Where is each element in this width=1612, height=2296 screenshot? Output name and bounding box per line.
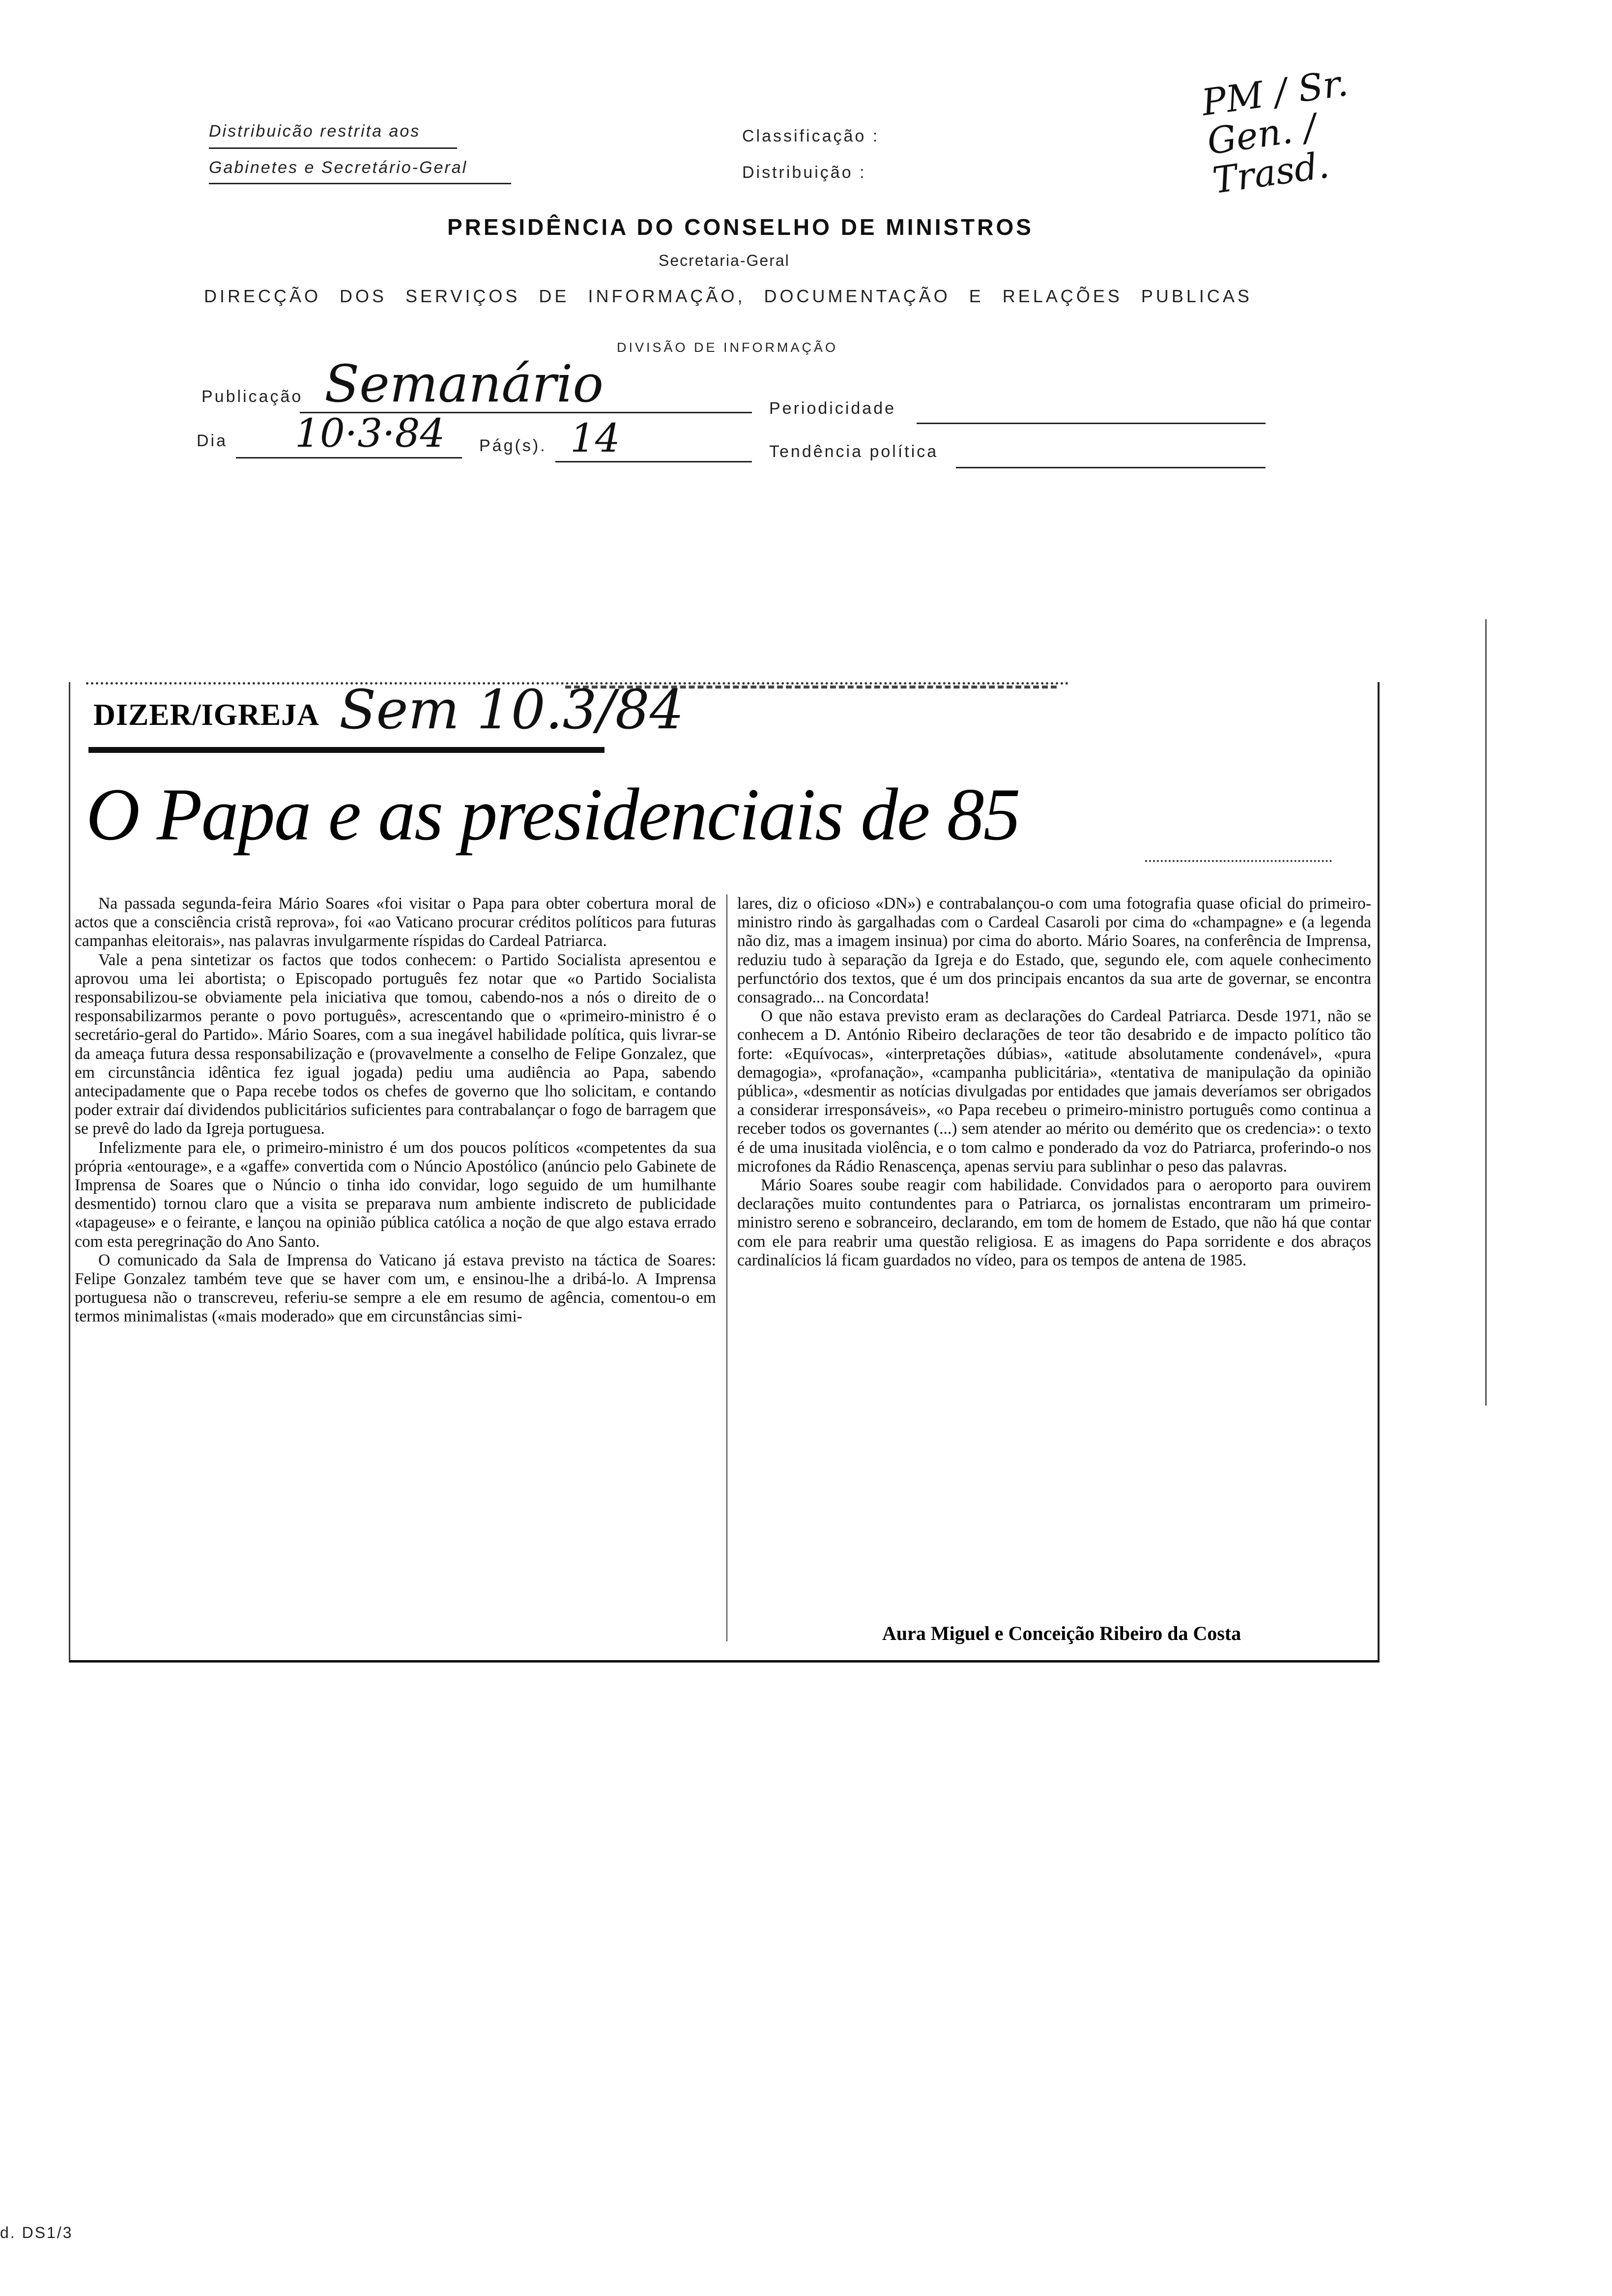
- pags-line: [555, 461, 752, 462]
- tendencia-label: Tendência política: [769, 442, 939, 461]
- distribuicao-label: Distribuição :: [742, 163, 866, 182]
- paragraph: Infelizmente para ele, o primeiro-ministro é um dos poucos políticos «competentes da sua própria «entourage», e a «gaffe» convertida com o Núncio Apostólico (anúncio pelo Gabinete de Imprensa de Soares que o Núncio o tinha ido convidar, logo seguido de um humilhante desmentido) tornou claro que a visita se preparava num ambiente indiscreto de publicidade «tapageuse» e o feirante, e lançou na opinião pública católica a noção de que algo estava errado com esta peregrinação do Ano Santo.: [75, 1138, 716, 1251]
- publicacao-label: Publicação: [202, 387, 303, 406]
- periodicidade-line: [917, 423, 1266, 424]
- divider: [209, 183, 511, 184]
- dia-value: 10·3·84: [295, 410, 445, 456]
- column-divider: [726, 894, 727, 1641]
- section-rule: [88, 747, 604, 753]
- byline: Aura Miguel e Conceição Ribeiro da Costa: [882, 1622, 1241, 1644]
- periodicidade-label: Periodicidade: [769, 399, 896, 418]
- classificacao-label: Classificação :: [742, 127, 880, 145]
- paragraph: O comunicado da Sala de Imprensa do Vaticano já estava previsto na táctica de Soares: Felipe Gonzalez também teve que se haver com um, e ensinou-lhe a dribá-lo. A Imprensa portuguesa não o transcreveu, referiu-se sempre a ele em resumo de agência, comentou-o em termos minimalistas («mais moderado» que em circunstâncias simi-: [75, 1251, 716, 1326]
- headline: O Papa e as presidenciais de 85: [86, 773, 1020, 856]
- headline-noise: [1145, 860, 1332, 864]
- divider: [209, 147, 457, 149]
- section-handwritten-date: Sem 10.3/84: [339, 678, 684, 741]
- distribution-note-2: Gabinetes e Secretário-Geral: [209, 158, 468, 177]
- secretaria: Secretaria-Geral: [659, 252, 790, 269]
- paragraph: Na passada segunda-feira Mário Soares «foi visitar o Papa para obter cobertura moral de actos que a consciência cristã reprova», foi «ao Vaticano procurar créditos políticos para futuras campanhas eleitorais», nas palavras invulgarmente ríspidas do Cardeal Patriarca.: [75, 894, 716, 950]
- direccao-line: DIRECÇÃO DOS SERVIÇOS DE INFORMAÇÃO, DOCUMENTAÇÃO E RELAÇÕES PUBLICAS: [204, 286, 1252, 306]
- paragraph: O que não estava previsto eram as declarações do Cardeal Patriarca. Desde 1971, não se conhecem a D. António Ribeiro declarações de teor tão desabrido e de impacto político tão forte: «Equívocas», «interpretações dúbias», «atitude absolutamente condenável», «pura demagogia», «profanação», «campanha publicitária», «tentativa de manipulação da opinião pública», «desmentir as notícias divulgadas por entidades que jamais deveríamos ser obrigados a considerar irresponsáveis», «o Papa recebeu o primeiro-ministro português como continua a receber todos os governantes (...) sem atender ao mérito ou demérito que os credencia»: o texto é de uma inusitada violência, e o tom calmo e ponderado da voz do Patriarca, proferindo-o nos microfones da Rádio Renascença, apenas serviu para sublinhar o peso das palavras.: [737, 1007, 1371, 1176]
- pags-label: Pág(s).: [479, 436, 547, 455]
- org-title: PRESIDÊNCIA DO CONSELHO DE MINISTROS: [447, 214, 1034, 240]
- article-column-left: [75, 894, 716, 1646]
- divisao: DIVISÃO DE INFORMAÇÃO: [617, 340, 838, 355]
- article-column-right: [737, 894, 1371, 1602]
- paragraph: lares, diz o oficioso «DN») e contrabalançou-o com uma fotografia quase oficial do primeiro-ministro rindo às gargalhadas com o Cardeal Casaroli por cima do «champagne» e (a legenda não diz, mas a imagem insinua) por cima do aborto. Mário Soares, na conferência de Imprensa, reduziu tudo à separação da Igreja e do Estado, que, segundo ele, com aquele conhecimento perfunctório dos textos, que é um dos principais encantos da sua arte de governar, se encontra consagrado... na Concordata!: [737, 894, 1371, 1007]
- tendencia-line: [956, 467, 1266, 468]
- corner-handwritten-note: PM / Sr. Gen. / Trasd.: [1199, 61, 1351, 202]
- paragraph: Mário Soares soube reagir com habilidade. Convidados para o aeroporto para ouvirem declarações muito contundentes para o Patriarca, os jornalistas encontraram um primeiro-ministro sereno e sobranceiro, declarando, em tom de homem de Estado, que não há que contar com ele para reabrir uma questão religiosa. E as imagens do Papa sorridente e dos abraços cardinalícios lá ficam guardados no vídeo, para os tempos de antena de 1985.: [737, 1176, 1371, 1269]
- pags-value: 14: [570, 415, 620, 461]
- scan-edge-mark: [1485, 619, 1487, 1406]
- dia-label: Dia: [197, 431, 228, 450]
- publicacao-value: Semanário: [324, 354, 604, 414]
- distribution-note-1: Distribuicão restrita aos: [209, 122, 421, 141]
- dia-line: [236, 457, 462, 459]
- footer-code: d. DS1/3: [0, 2224, 73, 2241]
- paragraph: Vale a pena sintetizar os factos que todos conhecem: o Partido Socialista apresentou e aprovou uma lei abortista; o Episcopado português fez notar que «o Partido Socialista responsabilizou-se obviamente pela iniciativa que tomou, cabendo-nos a nós o direito de o responsabilizarmos perante o povo português», acrescentando que o «primeiro-ministro é o secretário-geral do Partido». Mário Soares, com a sua inegável habilidade política, quis livrar-se da ameaça futura dessa responsabilização e (provavelmente a conselho de Felipe Gonzalez, que em circunstância idêntica fez igual jogada) pediu uma audiência ao Papa, sabendo antecipadamente que o Papa recebe todos os chefes de governo que lho solicitam, e contando poder extrair daí dividendos publicitários suficientes para contrabalançar o fogo de barragem que se prevê do lado da Igreja portuguesa.: [75, 950, 716, 1138]
- section-tag: DIZER/IGREJA: [93, 698, 319, 732]
